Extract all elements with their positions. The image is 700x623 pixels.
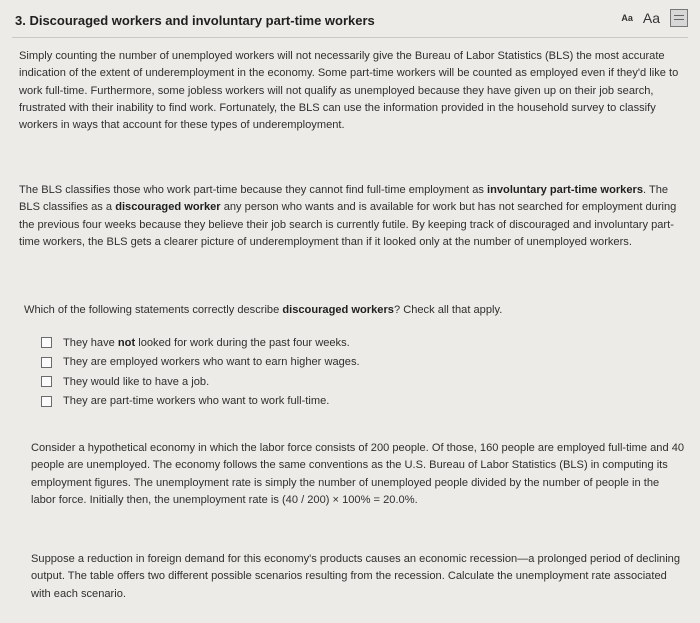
- prompt-bold: discouraged workers: [282, 304, 394, 316]
- answer-options: [41, 333, 360, 411]
- definitions-text-3: any person who wants and is available for work but has not searched for employment during the previous four weeks because they believe their job search is currently futile. By keeping track of discouraged and involuntary part-time workers, the BLS gets a clearer picture of underemployment than if it looked only at the number of unemployed workers.: [19, 201, 677, 248]
- option-3-checkbox[interactable]: [41, 376, 52, 387]
- hypothetical-economy-paragraph: Consider a hypothetical economy in which the labor force consists of 200 people. Of those, 160 people are employed full-time and 40 people are unemployed. The economy follows the same conventions as the U.S. Bureau of Labor Statistics (BLS) in computing its employment figures. The unemployment rate is simply the number of unemployed people divided by the number of people in the labor force. Initially then, the unemployment rate is (40 / 200) × 100% = 20.0%.: [31, 442, 685, 506]
- option-2-checkbox[interactable]: [41, 357, 52, 368]
- question-title: 3. Discouraged workers and involuntary part-time workers: [15, 13, 375, 28]
- option-1-text-b: looked for work during the past four weeks.: [135, 336, 350, 349]
- option-not-looked[interactable]: [41, 333, 360, 353]
- option-2-label: They are employed workers who want to earn higher wages.: [63, 356, 360, 369]
- definitions-paragraph: [19, 182, 685, 251]
- recession-paragraph: Suppose a reduction in foreign demand for this economy's products causes an economic recession—a prolonged period of declining output. The table offers two different possible scenarios resulting from the recession. Calculate the unemployment rate associated with each scenario.: [31, 553, 681, 600]
- decrease-font-button[interactable]: Aa: [621, 13, 633, 23]
- definitions-text-2: . The BLS classifies as a: [19, 184, 669, 214]
- option-part-time[interactable]: [41, 392, 360, 412]
- header-divider: [12, 37, 688, 38]
- intro-paragraph: Simply counting the number of unemployed workers will not necessarily give the Bureau of Labor Statistics (BLS) the most accurate indication of the extent of underemployment in the economy. Some part-time workers will be counted as employed even if they'd like to work full-time. Furthermore, some jobless workers will not qualify as unemployed because they have given up on their job search, frustrated with their inability to find work. Fortunately, the BLS can use the information provided in the household survey to classify workers in ways that account for these types of underemployment.: [19, 50, 679, 132]
- definitions-text-1: The BLS classifies those who work part-time because they cannot find full-time employment as: [19, 184, 488, 196]
- question-prompt: [24, 302, 684, 319]
- option-1-label: [63, 337, 350, 349]
- option-4-label: They are part-time workers who want to work full-time.: [63, 395, 330, 408]
- option-1-checkbox[interactable]: [41, 337, 52, 348]
- option-4-checkbox[interactable]: [41, 396, 52, 407]
- text-size-tools: [621, 9, 688, 27]
- involuntary-term: involuntary part-time workers: [487, 184, 643, 196]
- prompt-text-1: Which of the following statements correctly describe: [24, 304, 283, 316]
- option-1-text-a: They have: [63, 336, 118, 349]
- prompt-text-2: ? Check all that apply.: [393, 304, 503, 316]
- discouraged-term: discouraged worker: [115, 201, 221, 214]
- document-icon[interactable]: [670, 9, 688, 27]
- option-want-job[interactable]: [41, 372, 360, 392]
- increase-font-button[interactable]: Aa: [642, 10, 660, 26]
- option-1-bold: not: [117, 336, 136, 349]
- option-3-label: They would like to have a job.: [63, 375, 210, 388]
- option-employed-higher-wages[interactable]: [41, 353, 360, 373]
